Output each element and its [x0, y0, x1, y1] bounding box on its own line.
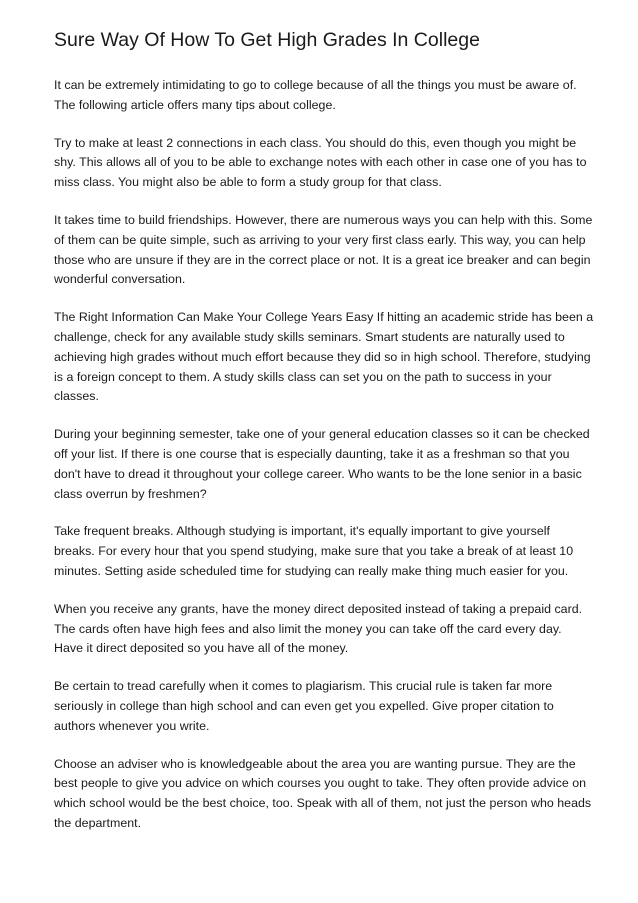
document-page — [54, 27, 594, 852]
paragraph-grants: When you receive any grants, have the money direct deposited instead of taking a prepaid card. The cards often have high fees and also limit the money you can take off the card every day. Have it direct deposited so you have all of the money. — [54, 601, 583, 656]
document-title: Sure Way Of How To Get High Grades In College — [54, 29, 480, 51]
paragraph-adviser: Choose an adviser who is knowledgeable about the area you are wanting pursue. They are the best people to give you advice on which courses you ought to take. They often provide advice on which school would be the best choice, too. Speak with all of them, not just the person who heads the department. — [54, 756, 592, 830]
paragraph-plagiarism: Be certain to tread carefully when it comes to plagiarism. This crucial rule is taken far more seriously in college than high school and can even get you expelled. Give proper citation to authors whenever you write. — [54, 679, 554, 733]
paragraph-breaks: Take frequent breaks. Although studying is important, it's equally important to give yourself breaks. For every hour that you spend studying, make sure that you take a break of at least 10 minutes. Setting aside scheduled time for studying can really make thing much easier for you. — [54, 524, 574, 578]
paragraph-connections: Try to make at least 2 connections in each class. You should do this, even though you might be shy. This allows all of you to be able to exchange notes with each other in case one of you has to miss class. You might also be able to form a study group for that class. — [54, 135, 587, 190]
paragraph-intro: It can be extremely intimidating to go to college because of all the things you must be aware of. The following article offers many tips about college. — [54, 78, 577, 112]
paragraph-friendships: It takes time to build friendships. However, there are numerous ways you can help with this. Some of them can be quite simple, such as arriving to your very first class early. This way, you can help those who are unsure if they are in the correct place or not. It is a great ice breaker and can begin wonderful conversation. — [54, 212, 593, 287]
paragraph-first-semester: During your beginning semester, take one of your general education classes so it can be checked off your list. If there is one course that is especially daunting, take it as a freshman so that you don't have to dread it throughout your college career. Who wants to be the lone senior in a basic class overrun by freshmen? — [54, 427, 590, 501]
paragraph-study-skills: The Right Information Can Make Your College Years Easy If hitting an academic stride has been a challenge, check for any available study skills seminars. Smart students are naturally used to achieving high grades without much effort because they did so in high school. Therefore, studying is a foreign concept to them. A study skills class can set you on the path to success in your classes. — [54, 310, 594, 404]
